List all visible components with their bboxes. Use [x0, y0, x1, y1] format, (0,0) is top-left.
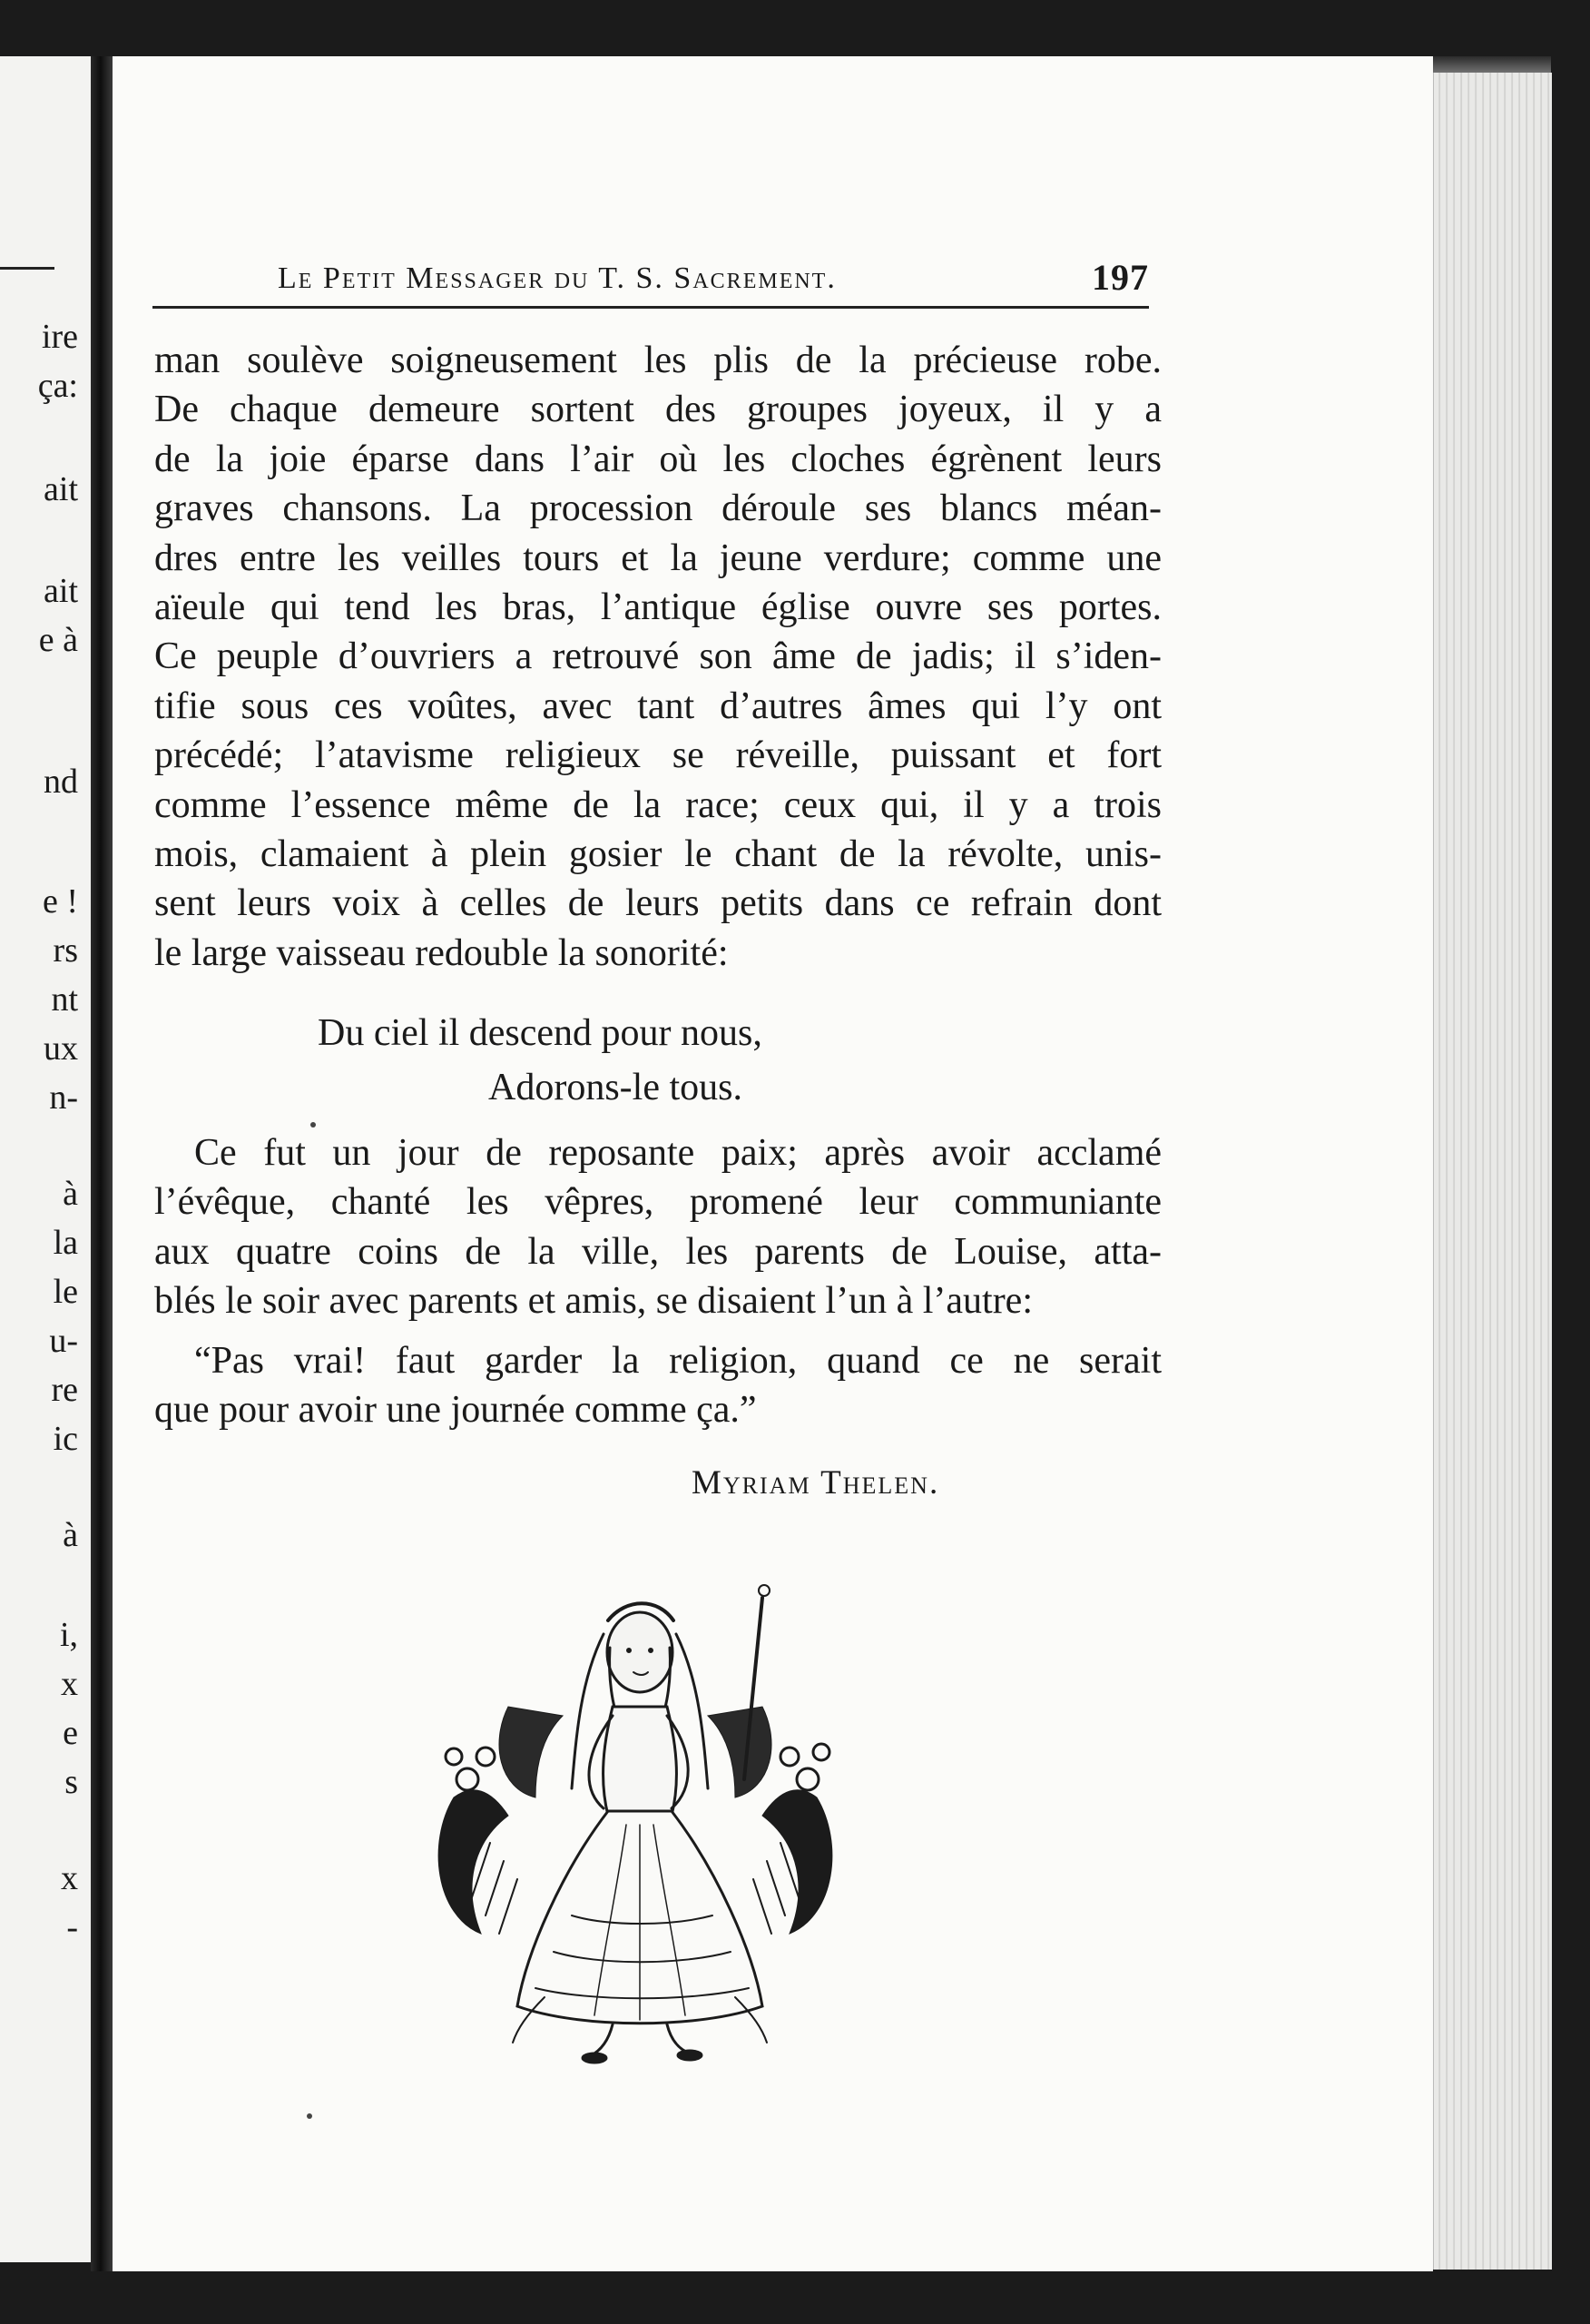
text-line: graves chansons. La procession déroule ses blancs méan- — [154, 487, 1162, 530]
left-page-fragment: - — [66, 1908, 78, 1946]
text-line: de la joie éparse dans l’air où les cloches égrènent leurs — [154, 438, 1162, 480]
left-page-fragment: à — [63, 1516, 78, 1554]
left-page-fragment: ux — [44, 1029, 78, 1068]
left-page — [0, 56, 91, 2262]
text-line: sent leurs voix à celles de leurs petits dans ce refrain dont — [154, 882, 1162, 925]
left-page-fragment: i, — [59, 1616, 78, 1654]
body-paragraph — [154, 1128, 1162, 1326]
text-line: aïeule qui tend les bras, l’antique église ouvre ses portes. — [154, 586, 1162, 628]
left-page-fragment: re — [51, 1371, 78, 1409]
print-speck — [310, 1122, 316, 1128]
page-edges — [1433, 73, 1552, 2270]
verse-line: Adorons-le tous. — [488, 1067, 742, 1108]
left-page-fragment: la — [53, 1224, 78, 1262]
left-page-fragment: x — [61, 1859, 78, 1897]
verse-line: Du ciel il descend pour nous, — [318, 1012, 762, 1054]
text-line: comme l’essence même de la race; ceux qui, il y a trois — [154, 783, 1162, 826]
illustration — [417, 1571, 853, 2083]
running-title: Le Petit Messager du T. S. Sacrement. — [278, 261, 837, 295]
text-line: aux quatre coins de la ville, les parents de Louise, atta- — [154, 1230, 1162, 1273]
left-page-fragment: ça: — [37, 367, 78, 405]
left-page-fragment: e à — [38, 621, 78, 659]
left-page-fragment: e ! — [42, 882, 78, 921]
body-paragraph — [154, 1336, 1162, 1435]
print-speck — [307, 2113, 312, 2119]
text-line: “Pas vrai! faut garder la religion, quand ce ne serait — [194, 1340, 1162, 1382]
text-line: Ce fut un jour de reposante paix; après avoir acclamé — [194, 1132, 1162, 1174]
left-page-fragment: le — [53, 1273, 78, 1311]
text-line: précédé; l’atavisme religieux se réveille, puissant et fort — [154, 734, 1162, 777]
left-page-fragment: nt — [51, 980, 78, 1019]
left-page-fragment: x — [61, 1665, 78, 1703]
header-rule — [152, 306, 1149, 309]
text-line: le large vaisseau redouble la sonorité: — [154, 931, 729, 974]
text-line: Ce peuple d’ouvriers a retrouvé son âme de jadis; il s’iden- — [154, 635, 1162, 678]
text-line: blés le soir avec parents et amis, se disaient l’un à l’autre: — [154, 1280, 1033, 1323]
text-line: mois, clamaient à plein gosier le chant de la révolte, unis- — [154, 832, 1162, 875]
book-gutter — [91, 56, 113, 2271]
left-page-fragment: e — [63, 1714, 78, 1752]
left-page-fragment: rs — [53, 931, 78, 970]
left-page-fragment: ait — [44, 572, 78, 610]
text-line: dres entre les veilles tours et la jeune verdure; comme une — [154, 537, 1162, 579]
text-line: que pour avoir une journée comme ça.” — [154, 1389, 757, 1432]
text-line: l’évêque, chanté les vêpres, promené leur communiante — [154, 1181, 1162, 1224]
running-head — [152, 256, 1149, 307]
left-page-fragment: u- — [49, 1322, 78, 1360]
left-page-fragment: ait — [44, 470, 78, 508]
left-page-fragment: s — [64, 1763, 78, 1801]
left-page-fragment: nd — [44, 763, 78, 801]
author-signature: Myriam Thelen. — [692, 1464, 940, 1502]
text-line: tifie sous ces voûtes, avec tant d’autres âmes qui l’y ont — [154, 684, 1162, 727]
page-number: 197 — [1092, 257, 1149, 298]
left-page-fragment: n- — [49, 1078, 78, 1117]
left-page-fragment: ire — [41, 318, 78, 356]
text-line: man soulève soigneusement les plis de la précieuse robe. — [154, 340, 1162, 381]
girl-in-communion-dress-engraving-icon — [417, 1571, 853, 2079]
left-page-rule — [0, 267, 54, 270]
text-line: De chaque demeure sortent des groupes joyeux, il y a — [154, 389, 1162, 431]
left-page-fragment: à — [63, 1175, 78, 1213]
left-page-fragment: ic — [53, 1420, 78, 1458]
body-paragraph — [154, 336, 1162, 978]
